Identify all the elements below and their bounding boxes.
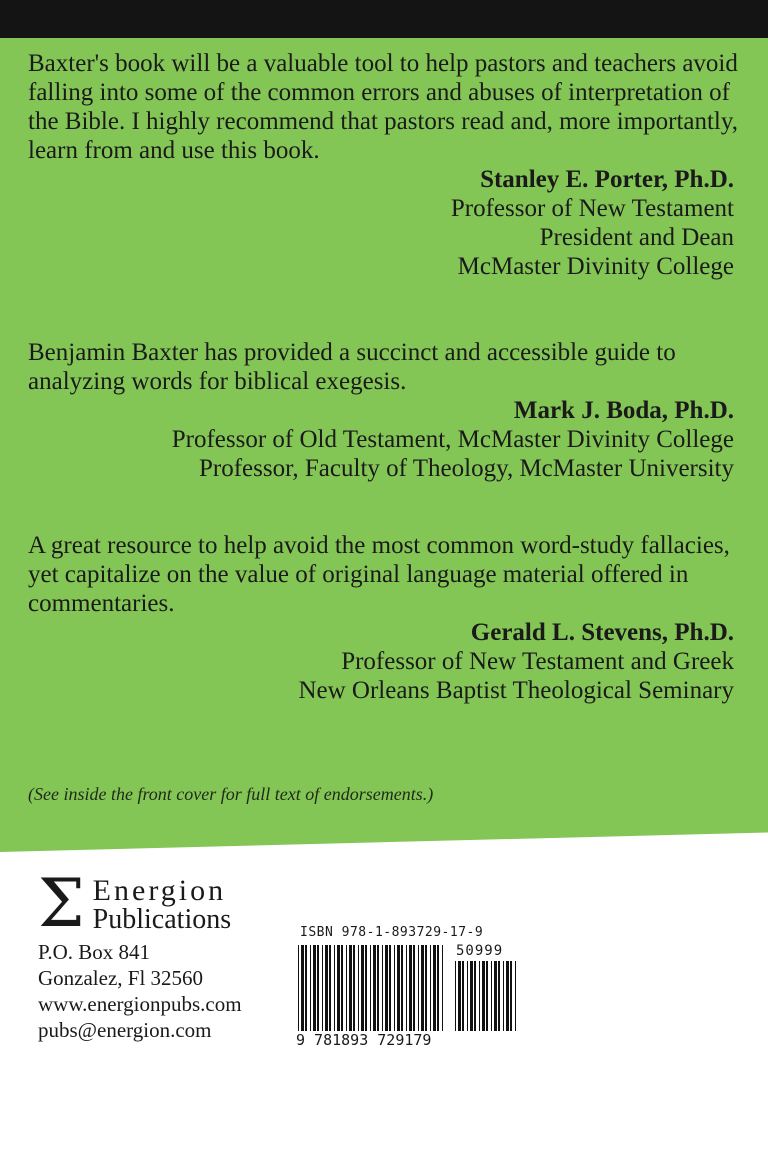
barcode-bar — [298, 945, 299, 1031]
endorser-name: Mark J. Boda, Ph.D. — [513, 397, 734, 424]
barcode-bar — [421, 945, 424, 1031]
barcode-bar — [377, 945, 379, 1031]
barcode-bar — [442, 945, 443, 1031]
endorser-title: McMaster Divinity College — [457, 253, 734, 280]
barcode-bar — [337, 945, 340, 1031]
barcode-bar — [365, 945, 367, 1031]
endorsement-quote: Benjamin Baxter has provided a succinct and accessible guide to analyzing words for biblical exegesis. — [28, 339, 676, 395]
barcode-bar — [510, 961, 512, 1031]
barcode-bar — [329, 945, 331, 1031]
barcode-bar — [486, 961, 488, 1031]
barcode-bar — [470, 961, 473, 1031]
publisher-logo — [38, 865, 278, 942]
endorsement-quote: Baxter's book will be a valuable tool to help pastors and teachers avoid falling into some of the common errors and abuses of interpretation of the Bible. I highly recommend that pastors read and, more importantly, learn from and use this book. — [28, 50, 738, 164]
website-link: www.energionpubs.com — [38, 992, 242, 1016]
barcode-bar — [334, 945, 335, 1031]
barcode-bar — [401, 945, 403, 1031]
publisher-name — [93, 873, 231, 934]
top-black-band — [0, 0, 768, 38]
endorsement-signature — [28, 396, 734, 483]
endorsement-boda — [28, 338, 740, 483]
address-line: P.O. Box 841 — [38, 940, 151, 964]
endorser-title: Professor, Faculty of Theology, McMaster University — [198, 455, 734, 482]
price-code-label: 50999 — [456, 943, 504, 959]
barcode-bar — [462, 961, 464, 1031]
endorser-title: President and Dean — [539, 224, 734, 251]
barcode-bar — [418, 945, 419, 1031]
barcode-bar — [322, 945, 323, 1031]
endorser-name: Stanley E. Porter, Ph.D. — [480, 166, 734, 193]
barcode-bar — [389, 945, 391, 1031]
endorser-title: Professor of New Testament and Greek — [341, 648, 734, 675]
endorsement-porter — [28, 49, 740, 281]
endorsement-stevens — [28, 531, 740, 705]
barcode-bar — [370, 945, 371, 1031]
sigma-icon: Σ — [38, 865, 85, 942]
barcode-bar — [325, 945, 328, 1031]
barcode-bar — [467, 961, 468, 1031]
endorser-name: Gerald L. Stevens, Ph.D. — [470, 619, 734, 646]
barcode-bar — [455, 961, 456, 1031]
barcode-bar — [474, 961, 476, 1031]
barcode-bar — [498, 961, 500, 1031]
barcode-bar — [409, 945, 412, 1031]
barcode-bar — [506, 961, 509, 1031]
barcode-bar — [358, 945, 359, 1031]
barcode-bar — [346, 945, 347, 1031]
endorser-title: Professor of Old Testament, McMaster Divinity College — [171, 426, 734, 453]
endorsement-note: (See inside the front cover for full text of endorsements.) — [28, 784, 434, 804]
endorser-title: New Orleans Baptist Theological Seminary — [298, 677, 734, 704]
endorsement-signature — [28, 618, 734, 705]
publisher-name-line1: Energion — [92, 874, 227, 907]
publisher-name-line2: Publications — [92, 904, 232, 935]
barcode-bar — [397, 945, 400, 1031]
barcode-bar — [406, 945, 407, 1031]
barcode-bar — [433, 945, 436, 1031]
endorsement-signature — [28, 165, 734, 281]
barcode-bar — [305, 945, 307, 1031]
barcode-bar — [430, 945, 431, 1031]
barcode-bar — [349, 945, 352, 1031]
barcode-bar — [491, 961, 492, 1031]
barcode-bar — [503, 961, 504, 1031]
barcode-bar — [385, 945, 388, 1031]
endorsement-quote: A great resource to help avoid the most common word-study fallacies, yet capitalize on the value of original language material offered in commentaries. — [28, 532, 730, 617]
barcode-bar — [413, 945, 415, 1031]
price-barcode-bars — [453, 961, 519, 1033]
barcode-bar — [494, 961, 497, 1031]
barcode-bar — [341, 945, 343, 1031]
barcode-bar — [361, 945, 364, 1031]
barcode-bar — [479, 961, 480, 1031]
email-link: pubs@energion.com — [38, 1018, 212, 1042]
barcode-bar — [394, 945, 395, 1031]
isbn-barcode — [296, 925, 526, 1053]
barcode-bars — [296, 945, 448, 1035]
barcode-bar — [313, 945, 316, 1031]
barcode-bar — [301, 945, 304, 1031]
isbn-label: ISBN 978-1-893729-17-9 — [300, 925, 484, 940]
barcode-digits: 9 781893 729179 — [296, 1031, 432, 1049]
barcode-bar — [317, 945, 319, 1031]
address-line: Gonzalez, Fl 32560 — [38, 966, 204, 990]
publisher-block — [38, 865, 278, 1043]
barcode-bar — [373, 945, 376, 1031]
endorser-title: Professor of New Testament — [450, 195, 734, 222]
barcode-bar — [437, 945, 439, 1031]
barcode-bar — [382, 945, 383, 1031]
barcode-bar — [425, 945, 427, 1031]
barcode-bar — [515, 961, 516, 1031]
barcode-bar — [482, 961, 485, 1031]
barcode-bar — [353, 945, 355, 1031]
publisher-address — [38, 939, 278, 1043]
barcode-bar — [458, 961, 461, 1031]
barcode-bar — [310, 945, 311, 1031]
